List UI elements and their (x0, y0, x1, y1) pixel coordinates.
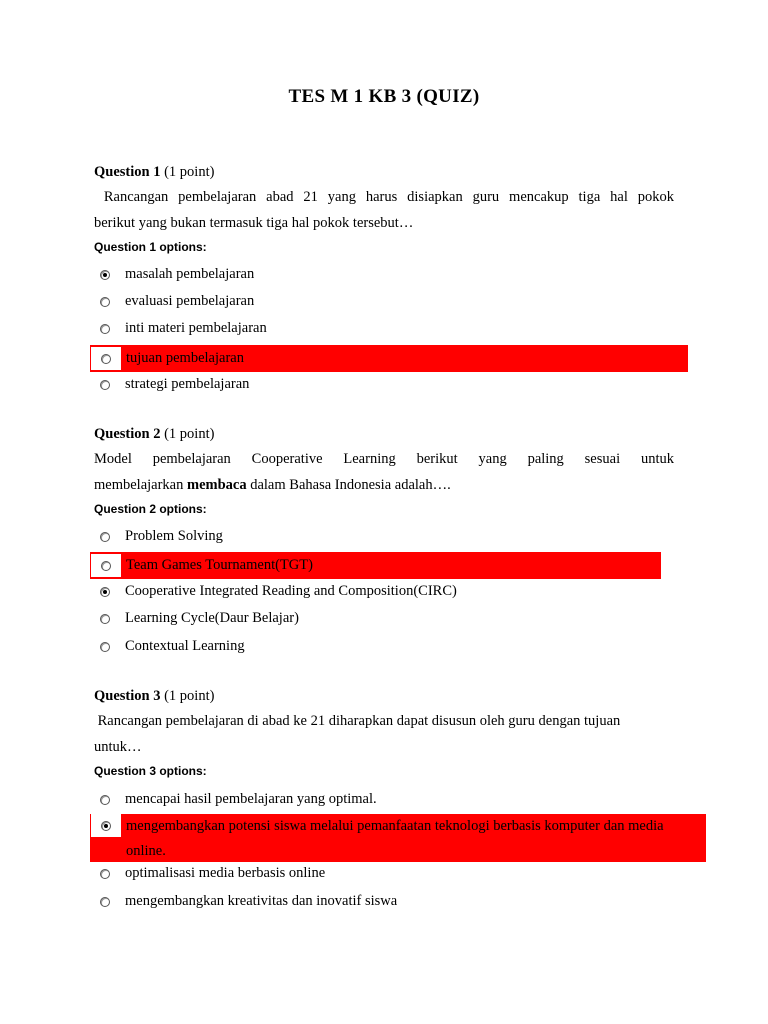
radio-wrapper (90, 290, 120, 314)
option-label: Problem Solving (125, 528, 223, 544)
radio-wrapper (90, 263, 120, 287)
radio-wrapper (90, 525, 120, 549)
question-2-text (94, 446, 674, 498)
q1-option-5[interactable] (90, 371, 249, 398)
radio-icon[interactable] (100, 795, 110, 805)
question-3-text (94, 708, 674, 760)
option-label: Contextual Learning (125, 638, 245, 654)
q3-option-4[interactable] (90, 888, 397, 915)
question-1-options-label: Question 1 options: (94, 240, 207, 254)
option-label: Team Games Tournament(TGT) (126, 557, 313, 573)
q2-option-3[interactable] (90, 578, 457, 605)
question-text-line (94, 472, 674, 498)
question-text-part: dalam Bahasa Indonesia adalah…. (246, 477, 451, 493)
radio-wrapper (90, 317, 120, 341)
radio-wrapper (90, 890, 120, 914)
radio-icon[interactable] (101, 561, 111, 571)
option-label: mengembangkan potensi siswa melalui pemanfaatan teknologi berbasis komputer dan media online. (126, 818, 664, 859)
question-1-header (94, 164, 214, 181)
question-text-emphasis: membaca (187, 477, 247, 493)
radio-icon[interactable] (100, 532, 110, 542)
radio-icon[interactable] (100, 642, 110, 652)
q2-option-4[interactable] (90, 605, 299, 632)
q1-option-1[interactable] (90, 261, 254, 288)
question-number: Question 1 (94, 164, 161, 180)
option-label: Cooperative Integrated Reading and Composition(CIRC) (125, 583, 457, 599)
question-text-line: berikut yang bukan termasuk tiga hal pokok tersebut… (94, 215, 414, 231)
radio-icon[interactable] (100, 297, 110, 307)
page-title: TES M 1 KB 3 (QUIZ) (288, 86, 480, 107)
radio-wrapper (91, 814, 121, 837)
question-number: Question 3 (94, 688, 161, 704)
q3-option-3[interactable] (90, 860, 325, 887)
question-text-line: Rancangan pembelajaran abad 21 yang harus disiapkan guru mencakup tiga hal pokok (94, 189, 674, 205)
question-2-options-label: Question 2 options: (94, 502, 207, 516)
question-3-options-label: Question 3 options: (94, 764, 207, 778)
option-label: Learning Cycle(Daur Belajar) (125, 610, 299, 626)
radio-wrapper (91, 554, 121, 577)
question-text-part: membelajarkan (94, 477, 187, 493)
radio-icon[interactable] (100, 324, 110, 334)
radio-wrapper (90, 635, 120, 659)
radio-selected-icon[interactable] (100, 270, 110, 280)
option-label: strategi pembelajaran (125, 376, 250, 392)
radio-icon[interactable] (100, 380, 110, 390)
question-2-header (94, 426, 214, 443)
question-3-header (94, 688, 214, 705)
question-number: Question 2 (94, 426, 161, 442)
radio-wrapper (90, 580, 120, 604)
question-points: (1 point) (164, 164, 215, 180)
q1-option-2[interactable] (90, 288, 254, 315)
radio-selected-icon[interactable] (100, 587, 110, 597)
radio-icon[interactable] (100, 614, 110, 624)
radio-wrapper (91, 347, 121, 370)
radio-wrapper (90, 788, 120, 812)
question-points: (1 point) (164, 688, 215, 704)
q2-option-5[interactable] (90, 633, 245, 660)
option-label: mencapai hasil pembelajaran yang optimal. (125, 791, 377, 807)
question-points: (1 point) (164, 426, 215, 442)
radio-wrapper (90, 607, 120, 631)
q2-option-2[interactable] (90, 552, 661, 579)
radio-icon[interactable] (101, 354, 111, 364)
q2-option-1[interactable] (90, 523, 223, 550)
option-label: evaluasi pembelajaran (125, 293, 255, 309)
question-text-line: Model pembelajaran Cooperative Learning berikut yang paling sesuai untuk (94, 451, 674, 467)
option-label: tujuan pembelajaran (126, 350, 244, 366)
radio-icon[interactable] (100, 897, 110, 907)
question-text-line: Rancangan pembelajaran di abad ke 21 diharapkan dapat disusun oleh guru dengan tujuan (94, 713, 621, 729)
q3-option-1[interactable] (90, 786, 377, 813)
radio-icon[interactable] (100, 869, 110, 879)
option-label: inti materi pembelajaran (125, 320, 267, 336)
q1-option-3[interactable] (90, 315, 267, 342)
option-label: optimalisasi media berbasis online (125, 865, 326, 881)
q3-option-2[interactable] (90, 814, 706, 862)
option-label: masalah pembelajaran (125, 266, 255, 282)
q1-option-4[interactable] (90, 345, 688, 372)
radio-wrapper (90, 373, 120, 397)
radio-wrapper (90, 862, 120, 886)
question-1-text (94, 184, 674, 236)
question-text-line: untuk… (94, 739, 142, 755)
radio-selected-icon[interactable] (101, 821, 111, 831)
option-label: mengembangkan kreativitas dan inovatif siswa (125, 893, 398, 909)
